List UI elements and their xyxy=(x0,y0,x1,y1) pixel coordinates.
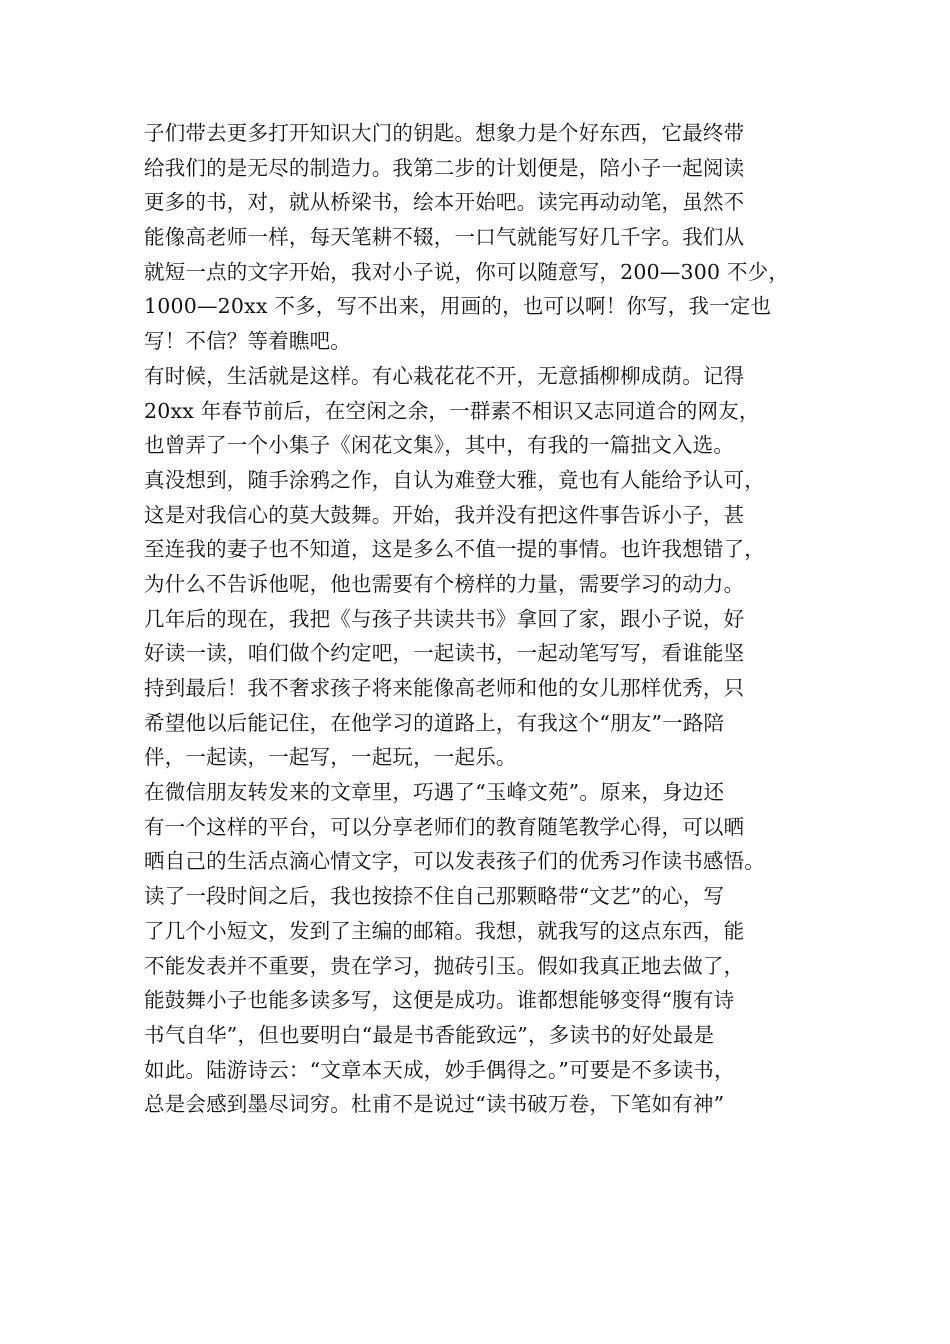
text-line: 这是对我信心的莫大鼓舞。开始，我并没有把这件事告诉小子，甚 xyxy=(144,502,745,527)
text-line: 给我们的是无尽的制造力。我第二步的计划便是，陪小子一起阅读 xyxy=(144,155,745,180)
text-line: 能鼓舞小子也能多读多写，这便是成功。谁都想能够变得“腹有诗 xyxy=(144,988,735,1013)
text-line: 伴，一起读，一起写，一起玩，一起乐。 xyxy=(144,745,517,770)
text-line: 能像高老师一样，每天笔耕不辍，一口气就能写好几千字。我们从 xyxy=(144,225,745,250)
text-line: 总是会感到墨尽词穷。杜甫不是说过“读书破万卷，下笔如有神” xyxy=(144,1092,725,1117)
text-line: 1000—20xx 不多，写不出来，用画的，也可以啊！你写，我一定也 xyxy=(144,294,772,319)
text-line: 就短一点的文字开始，我对小子说，你可以随意写，200—300 不少， xyxy=(144,259,790,284)
text-line: 好读一读，咱们做个约定吧，一起读书，一起动笔写写，看谁能坚 xyxy=(144,641,745,666)
text-line: 更多的书，对，就从桥梁书，绘本开始吧。读完再动动笔，虽然不 xyxy=(144,190,745,215)
text-line: 希望他以后能记住，在他学习的道路上，有我这个“朋友”一路陪 xyxy=(144,710,725,735)
text-line: 书气自华”，但也要明白“最是书香能致远”，多读书的好处最是 xyxy=(144,1022,715,1047)
text-line: 在微信朋友转发来的文章里，巧遇了“玉峰文苑”。原来，身边还 xyxy=(144,780,725,805)
text-line: 几年后的现在，我把《与孩子共读共书》拿回了家，跟小子说，好 xyxy=(144,606,745,631)
text-line: 有一个这样的平台，可以分享老师们的教育随笔教学心得，可以晒 xyxy=(144,814,745,839)
text-line: 写！不信？等着瞧吧。 xyxy=(144,329,351,354)
text-line: 真没想到，随手涂鸦之作，自认为难登大雅，竟也有人能给予认可， xyxy=(144,467,765,492)
text-line: 20xx 年春节前后，在空闲之余，一群素不相识又志同道合的网友， xyxy=(144,398,760,423)
text-line: 至连我的妻子也不知道，这是多么不值一提的事情。也许我想错了， xyxy=(144,537,765,562)
text-line: 了几个小短文，发到了主编的邮箱。我想，就我写的这点东西，能 xyxy=(144,918,745,943)
body-text xyxy=(144,116,809,1122)
text-line: 为什么不告诉他呢，他也需要有个榜样的力量，需要学习的动力。 xyxy=(144,571,745,596)
text-line: 晒自己的生活点滴心情文字，可以发表孩子们的优秀习作读书感悟。 xyxy=(144,849,765,874)
text-line: 读了一段时间之后，我也按捺不住自己那颗略带“文艺”的心，写 xyxy=(144,884,725,909)
text-line: 也曾弄了一个小集子《闲花文集》，其中，有我的一篇拙文入选。 xyxy=(144,433,735,458)
text-line: 持到最后！我不奢求孩子将来能像高老师和他的女儿那样优秀，只 xyxy=(144,676,745,700)
text-line: 如此。陆游诗云：“文章本天成，妙手偶得之。”可要是不多读书， xyxy=(144,1057,735,1082)
text-line: 子们带去更多打开知识大门的钥匙。想象力是个好东西，它最终带 xyxy=(144,121,745,145)
text-line: 不能发表并不重要，贵在学习，抛砖引玉。假如我真正地去做了， xyxy=(144,953,745,978)
text-line: 有时候，生活就是这样。有心栽花花不开，无意插柳柳成荫。记得 xyxy=(144,363,745,388)
